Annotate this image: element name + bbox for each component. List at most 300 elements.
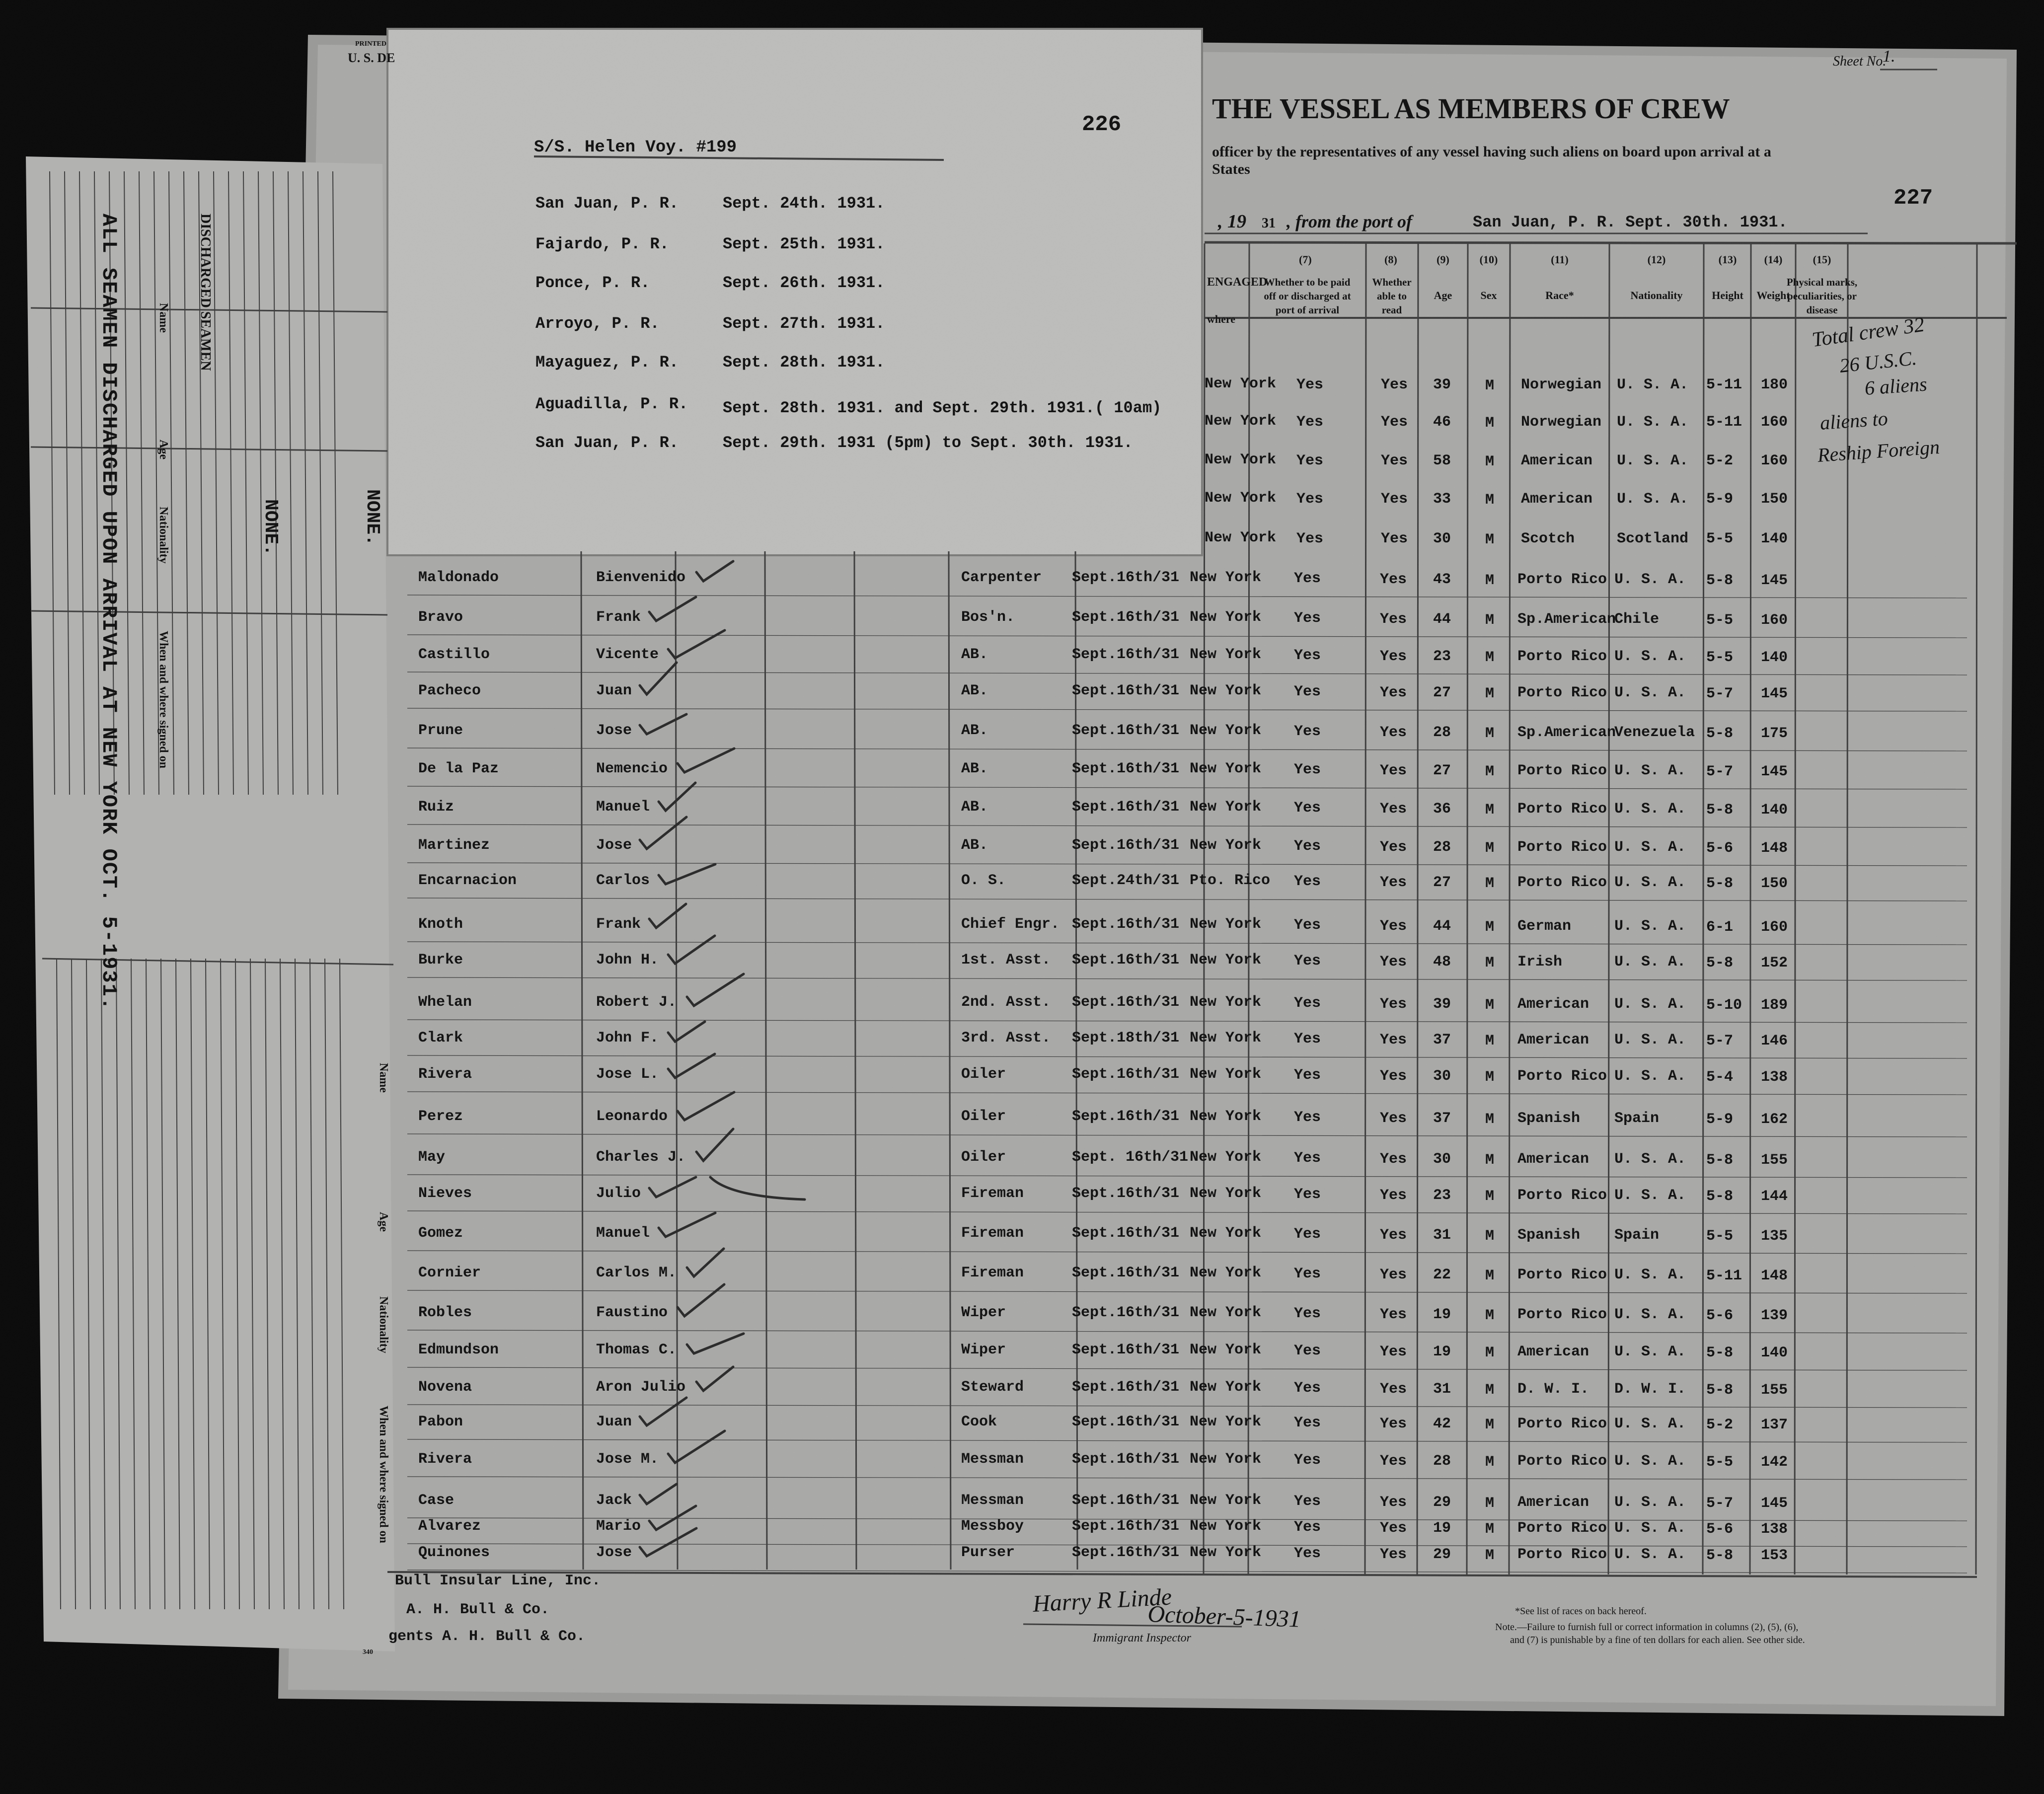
crew-weight: 152 <box>1761 955 1788 972</box>
col11-header: Race* <box>1545 289 1574 301</box>
crew-surname: De la Paz <box>418 760 499 777</box>
crew-nationality: U. S. A. <box>1614 648 1686 665</box>
crew-nationality: U. S. A. <box>1614 996 1686 1013</box>
crew-paid-off: Yes <box>1294 1305 1321 1322</box>
crew-sex: M <box>1485 1228 1495 1245</box>
crew-given-name: Manuel <box>596 1225 650 1242</box>
crew-weight: 135 <box>1761 1228 1788 1245</box>
overlay-port-date: Sept. 26th. 1931. <box>723 274 885 292</box>
crew-read: Yes <box>1380 1416 1407 1432</box>
crew-height: 5-9 <box>1706 1111 1734 1128</box>
crew-read: Yes <box>1380 1110 1407 1127</box>
crew-engaged-where: New York <box>1190 994 1262 1011</box>
crew-engaged-when: Sept.16th/31 <box>1072 1414 1180 1430</box>
crew-age: 37 <box>1433 1032 1451 1048</box>
top-row-sex: M <box>1485 377 1495 394</box>
overlay-number: 226 <box>1082 112 1122 137</box>
crew-race: American <box>1517 1344 1590 1360</box>
crew-engaged-where: New York <box>1190 569 1262 586</box>
crew-race: Spanish <box>1517 1110 1581 1127</box>
crew-engaged-when: Sept.24th/31 <box>1072 872 1180 889</box>
crew-engaged-where: New York <box>1190 682 1262 699</box>
footer-line-3: gents A. H. Bull & Co. <box>388 1628 586 1645</box>
crew-nationality: Chile <box>1614 611 1660 628</box>
crew-given-name: Carlos <box>596 872 650 889</box>
crew-read: Yes <box>1380 1306 1407 1323</box>
crew-sex: M <box>1485 840 1495 857</box>
crew-race: American <box>1517 1151 1590 1168</box>
overlay-voyage: S/S. Helen Voy. #199 <box>534 138 737 157</box>
crew-height: 5-5 <box>1706 1228 1734 1245</box>
top-row-engaged-where: New York <box>1205 451 1277 468</box>
crew-race: Porto Rico <box>1517 1416 1607 1432</box>
hand-note-reship-foreign: Reship Foreign <box>1817 435 1941 466</box>
top-row-weight: 150 <box>1761 491 1788 508</box>
inspector-signature: Harry R Linde <box>1032 1583 1173 1617</box>
crew-height: 5-7 <box>1706 685 1734 702</box>
crew-given-name: Vicente <box>596 646 659 663</box>
crew-engaged-when: Sept.18th/31 <box>1072 1030 1180 1046</box>
top-row-paid-off: Yes <box>1296 491 1324 508</box>
col-engaged-sub: where <box>1207 313 1236 325</box>
crew-engaged-when: Sept. 16th/31 <box>1072 1149 1189 1166</box>
mid-col-signed-on: When and where signed on <box>377 1406 390 1543</box>
crew-engaged-where: New York <box>1190 760 1262 777</box>
footer-line-2: A. H. Bull & Co. <box>406 1601 550 1618</box>
crew-read: Yes <box>1380 684 1407 701</box>
crew-surname: Prune <box>418 722 463 739</box>
crew-surname: Whelan <box>418 994 472 1011</box>
crew-weight: 148 <box>1761 840 1788 857</box>
crew-nationality: U. S. A. <box>1614 1494 1686 1511</box>
crew-age: 30 <box>1433 1068 1451 1085</box>
crew-weight: 145 <box>1761 572 1788 589</box>
crew-engaged-when: Sept.16th/31 <box>1072 1225 1180 1242</box>
crew-sex: M <box>1485 1268 1495 1284</box>
crew-engaged-when: Sept.16th/31 <box>1072 916 1180 933</box>
overlay-port-date: Sept. 27th. 1931. <box>723 314 885 333</box>
crew-weight: 162 <box>1761 1111 1788 1128</box>
crew-nationality: U. S. A. <box>1614 1520 1686 1537</box>
overlay-port-date: Sept. 25th. 1931. <box>723 235 885 253</box>
crew-engaged-where: New York <box>1190 952 1262 969</box>
crew-surname: Robles <box>418 1304 472 1321</box>
crew-read: Yes <box>1380 1546 1407 1563</box>
crew-engaged-when: Sept.16th/31 <box>1072 1544 1180 1561</box>
crew-sex: M <box>1485 1547 1495 1564</box>
crew-height: 5-8 <box>1706 1152 1734 1169</box>
crew-paid-off: Yes <box>1294 1343 1321 1359</box>
top-row-race: American <box>1521 452 1593 469</box>
crew-weight: 138 <box>1761 1521 1788 1538</box>
crew-read: Yes <box>1380 1520 1407 1537</box>
crew-given-name: Mario <box>596 1518 641 1535</box>
crew-given-name: Thomas C. <box>596 1342 677 1358</box>
crew-sex: M <box>1485 875 1495 892</box>
crew-capacity: Oiler <box>961 1108 1006 1125</box>
crew-given-name: Jose <box>596 722 632 739</box>
crew-weight: 155 <box>1761 1382 1788 1399</box>
crew-race: Porto Rico <box>1517 762 1607 779</box>
col11-number: (11) <box>1551 253 1569 266</box>
crew-nationality: U. S. A. <box>1614 1151 1686 1168</box>
crew-engaged-where: New York <box>1190 722 1262 739</box>
top-row-read: Yes <box>1381 414 1408 431</box>
crew-sex: M <box>1485 997 1495 1014</box>
crew-surname: Case <box>418 1492 454 1509</box>
overlay-port-name: Aguadilla, P. R. <box>535 395 688 413</box>
top-row-height: 5-11 <box>1706 376 1742 393</box>
crew-age: 31 <box>1433 1227 1451 1244</box>
crew-sex: M <box>1485 1495 1495 1512</box>
crew-engaged-when: Sept.16th/31 <box>1072 1451 1180 1468</box>
crew-given-name: Jose <box>596 837 632 854</box>
overlay-port-name: San Juan, P. R. <box>535 434 679 452</box>
crew-weight: 160 <box>1761 612 1788 629</box>
crew-read: Yes <box>1380 648 1407 665</box>
crew-engaged-when: Sept.16th/31 <box>1072 1518 1180 1535</box>
crew-weight: 148 <box>1761 1268 1788 1284</box>
from-port-value: San Juan, P. R. Sept. 30th. 1931. <box>1473 213 1788 231</box>
top-row-paid-off: Yes <box>1296 376 1324 393</box>
crew-engaged-when: Sept.16th/31 <box>1072 760 1180 777</box>
top-row-sex: M <box>1485 531 1495 548</box>
overlay-port-date: Sept. 29th. 1931 (5pm) to Sept. 30th. 1931. <box>723 434 1133 452</box>
crew-surname: Rivera <box>418 1066 472 1083</box>
col13-number: (13) <box>1718 253 1737 266</box>
col8-header-line: read <box>1381 304 1402 316</box>
crew-given-name: Robert J. <box>596 994 677 1011</box>
crew-engaged-where: New York <box>1190 1379 1262 1396</box>
crew-sex: M <box>1485 725 1495 742</box>
crew-sex: M <box>1485 1033 1495 1049</box>
crew-engaged-where: New York <box>1190 1414 1262 1430</box>
crew-read: Yes <box>1380 571 1407 588</box>
crew-height: 5-11 <box>1706 1268 1742 1284</box>
crew-nationality: U. S. A. <box>1614 918 1686 935</box>
crew-read: Yes <box>1380 724 1407 741</box>
crew-capacity: Fireman <box>961 1225 1024 1242</box>
crew-sex: M <box>1485 1307 1495 1324</box>
discharged-col-age: Age <box>157 440 170 459</box>
top-row-engaged-where: New York <box>1205 490 1277 507</box>
crew-capacity: Cook <box>961 1414 997 1430</box>
top-row-paid-off: Yes <box>1296 452 1324 469</box>
crew-sex: M <box>1485 1454 1495 1471</box>
crew-read: Yes <box>1380 801 1407 818</box>
discharged-stamp: ALL SEAMEN DISCHARGED UPON ARRIVAL AT NEW YORK OCT. 5-1931. <box>97 214 121 1011</box>
crew-given-name: Julio <box>596 1185 641 1202</box>
page-number: 227 <box>1893 186 1933 211</box>
crew-nationality: Spain <box>1614 1227 1660 1244</box>
crew-age: 19 <box>1433 1520 1451 1537</box>
col7-header-line: off or discharged at <box>1264 290 1351 302</box>
crew-height: 5-2 <box>1706 1417 1734 1433</box>
crew-engaged-when: Sept.16th/31 <box>1072 1379 1180 1396</box>
manifest-subtitle-1: officer by the representatives of any vessel having such aliens on board upon arrival at a <box>1212 144 1771 160</box>
crew-weight: 144 <box>1761 1188 1788 1205</box>
crew-race: Porto Rico <box>1517 1306 1607 1323</box>
crew-race: Porto Rico <box>1517 684 1607 701</box>
crew-nationality: U. S. A. <box>1614 1416 1686 1432</box>
top-row-engaged-where: New York <box>1205 413 1277 430</box>
crew-nationality: U. S. A. <box>1614 801 1686 818</box>
top-row-height: 5-2 <box>1706 452 1734 469</box>
crew-weight: 175 <box>1761 725 1788 742</box>
crew-surname: Martinez <box>418 837 490 854</box>
crew-capacity: Chief Engr. <box>961 916 1060 933</box>
crew-engaged-when: Sept.16th/31 <box>1072 646 1180 663</box>
crew-race: Porto Rico <box>1517 839 1607 856</box>
col-engaged-header: ENGAGED <box>1207 276 1268 289</box>
crew-capacity: 1st. Asst. <box>961 952 1051 969</box>
crew-age: 44 <box>1433 611 1451 628</box>
crew-engaged-where: New York <box>1190 1304 1262 1321</box>
crew-age: 30 <box>1433 1151 1451 1168</box>
crew-height: 5-8 <box>1706 1188 1734 1205</box>
crew-age: 19 <box>1433 1344 1451 1360</box>
crew-weight: 145 <box>1761 1495 1788 1512</box>
crew-read: Yes <box>1380 1032 1407 1048</box>
crew-capacity: AB. <box>961 837 988 854</box>
manifest-title: THE VESSEL AS MEMBERS OF CREW <box>1212 92 1730 125</box>
crew-paid-off: Yes <box>1294 1031 1321 1047</box>
crew-paid-off: Yes <box>1294 800 1321 817</box>
crew-engaged-where: New York <box>1190 1342 1262 1358</box>
crew-engaged-where: New York <box>1190 646 1262 663</box>
crew-paid-off: Yes <box>1294 1186 1321 1203</box>
crew-weight: 153 <box>1761 1547 1788 1564</box>
crew-engaged-when: Sept.16th/31 <box>1072 682 1180 699</box>
crew-nationality: U. S. A. <box>1614 1344 1686 1360</box>
crew-race: Sp.American <box>1517 611 1616 628</box>
crew-weight: 189 <box>1761 997 1788 1014</box>
crew-surname: Clark <box>418 1030 463 1046</box>
top-row-engaged-where: New York <box>1205 529 1277 546</box>
top-row-height: 5-11 <box>1706 414 1742 431</box>
crew-age: 23 <box>1433 648 1451 665</box>
crew-read: Yes <box>1380 874 1407 891</box>
crew-paid-off: Yes <box>1294 1226 1321 1243</box>
crew-capacity: AB. <box>961 682 988 699</box>
crew-capacity: Wiper <box>961 1342 1006 1358</box>
overlay-port-name: Ponce, P. R. <box>535 274 650 292</box>
crew-weight: 140 <box>1761 1345 1788 1361</box>
top-row-age: 58 <box>1433 452 1451 469</box>
top-row-nationality: U. S. A. <box>1617 414 1689 431</box>
crew-weight: 146 <box>1761 1033 1788 1049</box>
crew-nationality: U. S. A. <box>1614 762 1686 779</box>
top-row-nationality: U. S. A. <box>1617 452 1689 469</box>
crew-read: Yes <box>1380 918 1407 935</box>
top-row-height: 5-9 <box>1706 491 1734 508</box>
crew-paid-off: Yes <box>1294 647 1321 664</box>
crew-given-name: Bienvenido <box>596 569 686 586</box>
crew-surname: Edmundson <box>418 1342 499 1358</box>
crew-sex: M <box>1485 955 1495 972</box>
overlay-port-name: Fajardo, P. R. <box>535 235 669 253</box>
crew-sex: M <box>1485 763 1495 780</box>
crew-race: D. W. I. <box>1517 1381 1590 1398</box>
top-row-weight: 180 <box>1761 376 1788 393</box>
col9-number: (9) <box>1437 253 1449 266</box>
crew-surname: Bravo <box>418 609 463 626</box>
crew-paid-off: Yes <box>1294 917 1321 934</box>
crew-paid-off: Yes <box>1294 1519 1321 1536</box>
crew-surname: Castillo <box>418 646 490 663</box>
crew-nationality: U. S. A. <box>1614 571 1686 588</box>
overlay-port-date: Sept. 24th. 1931. <box>723 194 885 213</box>
crew-nationality: Venezuela <box>1614 724 1695 741</box>
hand-note-us-citizens: 26 U.S.C. <box>1838 346 1918 377</box>
crew-given-name: Jose <box>596 1544 632 1561</box>
discharged-none-2: NONE. <box>260 499 281 556</box>
crew-height: 5-8 <box>1706 572 1734 589</box>
crew-weight: 155 <box>1761 1152 1788 1169</box>
crew-given-name: Leonardo <box>596 1108 668 1125</box>
fine-note-1: Note.—Failure to furnish full or correct information in columns (2), (5), (6), <box>1495 1622 1799 1633</box>
top-row-read: Yes <box>1381 452 1408 469</box>
crew-surname: Novena <box>418 1379 472 1396</box>
crew-nationality: U. S. A. <box>1614 1032 1686 1048</box>
crew-capacity: Purser <box>961 1544 1015 1561</box>
crew-height: 5-8 <box>1706 1382 1734 1399</box>
crew-sex: M <box>1485 612 1495 629</box>
crew-given-name: John H. <box>596 952 659 969</box>
overlay-port-name: Arroyo, P. R. <box>535 314 660 333</box>
year-suffix: 31 <box>1262 216 1276 231</box>
crew-paid-off: Yes <box>1294 1067 1321 1084</box>
discharged-col-name: Name <box>157 303 170 333</box>
crew-sex: M <box>1485 1188 1495 1205</box>
crew-sex: M <box>1485 1521 1495 1538</box>
crew-race: Porto Rico <box>1517 1267 1607 1283</box>
crew-read: Yes <box>1380 1344 1407 1360</box>
footer-line-1: Bull Insular Line, Inc. <box>395 1572 601 1589</box>
crew-height: 5-7 <box>1706 1495 1734 1512</box>
top-row-sex: M <box>1485 415 1495 432</box>
crew-surname: Burke <box>418 952 463 969</box>
crew-surname: Encarnacion <box>418 872 517 889</box>
crew-engaged-when: Sept.16th/31 <box>1072 722 1180 739</box>
crew-height: 5-5 <box>1706 1454 1734 1471</box>
crew-paid-off: Yes <box>1294 838 1321 855</box>
inspector-label: Immigrant Inspector <box>1093 1632 1191 1644</box>
discharged-title: DISCHARGED SEAMEN <box>198 214 213 371</box>
top-row-age: 39 <box>1433 376 1451 393</box>
form-code: 340 <box>363 1648 373 1656</box>
crew-capacity: AB. <box>961 760 988 777</box>
sheet-number-value: 1. <box>1883 47 1895 66</box>
crew-capacity: Wiper <box>961 1304 1006 1321</box>
crew-paid-off: Yes <box>1294 873 1321 890</box>
crew-read: Yes <box>1380 1227 1407 1244</box>
mid-col-nationality: Nationality <box>377 1296 390 1353</box>
crew-height: 5-10 <box>1706 997 1742 1014</box>
crew-read: Yes <box>1380 839 1407 856</box>
crew-paid-off: Yes <box>1294 1150 1321 1167</box>
crew-race: American <box>1517 996 1590 1013</box>
crew-weight: 150 <box>1761 875 1788 892</box>
crew-surname: Pabon <box>418 1414 463 1430</box>
crew-age: 29 <box>1433 1546 1451 1563</box>
crew-engaged-where: New York <box>1190 1030 1262 1046</box>
col10-header: Sex <box>1480 289 1497 301</box>
crew-given-name: Carlos M. <box>596 1265 677 1281</box>
crew-engaged-when: Sept.16th/31 <box>1072 609 1180 626</box>
crew-paid-off: Yes <box>1294 683 1321 700</box>
crew-race: Porto Rico <box>1517 1068 1607 1085</box>
crew-engaged-where: New York <box>1190 1066 1262 1083</box>
crew-read: Yes <box>1380 996 1407 1013</box>
crew-sex: M <box>1485 1382 1495 1399</box>
crew-sex: M <box>1485 685 1495 702</box>
crew-given-name: Frank <box>596 609 641 626</box>
top-row-nationality: U. S. A. <box>1617 376 1689 393</box>
crew-read: Yes <box>1380 1068 1407 1085</box>
crew-read: Yes <box>1380 1381 1407 1398</box>
crew-capacity: Messman <box>961 1492 1024 1509</box>
crew-engaged-when: Sept.16th/31 <box>1072 1185 1180 1202</box>
crew-surname: Nieves <box>418 1185 472 1202</box>
crew-height: 5-5 <box>1706 612 1734 629</box>
crew-sex: M <box>1485 649 1495 666</box>
crew-age: 37 <box>1433 1110 1451 1127</box>
crew-read: Yes <box>1380 954 1407 971</box>
crew-engaged-where: New York <box>1190 1149 1262 1166</box>
crew-age: 28 <box>1433 839 1451 856</box>
crew-nationality: U. S. A. <box>1614 684 1686 701</box>
mid-col-age: Age <box>377 1212 390 1232</box>
crew-capacity: AB. <box>961 722 988 739</box>
crew-paid-off: Yes <box>1294 1493 1321 1510</box>
crew-sex: M <box>1485 1345 1495 1361</box>
crew-sex: M <box>1485 1152 1495 1169</box>
discharged-col-nationality: Nationality <box>157 507 170 564</box>
discharged-none-1: NONE. <box>362 489 383 546</box>
crew-age: 28 <box>1433 724 1451 741</box>
crew-paid-off: Yes <box>1294 1545 1321 1562</box>
fine-note-2: and (7) is punishable by a fine of ten dollars for each alien. See other side. <box>1510 1635 1805 1645</box>
mid-col-name: Name <box>377 1063 390 1093</box>
crew-engaged-when: Sept.16th/31 <box>1072 1342 1180 1358</box>
crew-engaged-where: New York <box>1190 1518 1262 1535</box>
crew-nationality: U. S. A. <box>1614 954 1686 971</box>
crew-age: 23 <box>1433 1187 1451 1204</box>
crew-surname: Maldonado <box>418 569 499 586</box>
crew-engaged-where: New York <box>1190 799 1262 816</box>
crew-given-name: Faustino <box>596 1304 668 1321</box>
col8-number: (8) <box>1384 253 1397 266</box>
col10-number: (10) <box>1479 253 1498 266</box>
top-row-read: Yes <box>1381 376 1408 393</box>
crew-surname: Perez <box>418 1108 463 1125</box>
crew-age: 27 <box>1433 762 1451 779</box>
col8-header-line: Whether <box>1372 276 1412 288</box>
top-row-read: Yes <box>1381 530 1408 547</box>
crew-engaged-where: New York <box>1190 1492 1262 1509</box>
crew-paid-off: Yes <box>1294 610 1321 627</box>
crew-paid-off: Yes <box>1294 1380 1321 1397</box>
crew-age: 27 <box>1433 684 1451 701</box>
crew-paid-off: Yes <box>1294 1415 1321 1431</box>
crew-race: Sp.American <box>1517 724 1616 741</box>
col14-header: Weight <box>1756 289 1790 301</box>
crew-paid-off: Yes <box>1294 1266 1321 1282</box>
crew-age: 39 <box>1433 996 1451 1013</box>
crew-weight: 140 <box>1761 802 1788 819</box>
crew-weight: 140 <box>1761 649 1788 666</box>
